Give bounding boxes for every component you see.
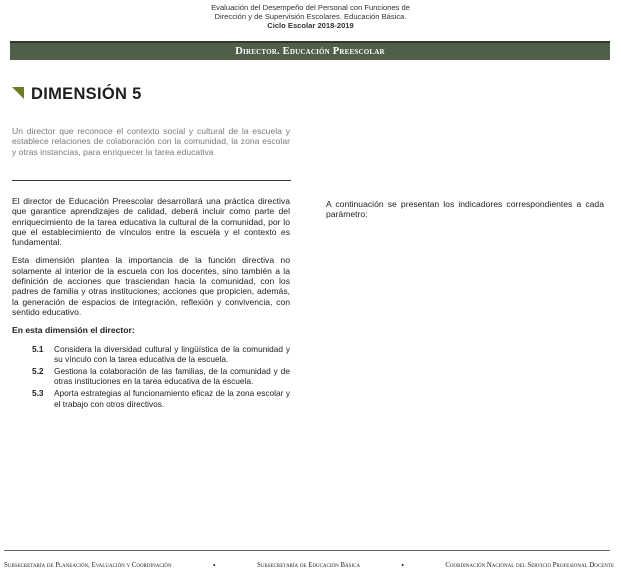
footer-separator: •	[212, 561, 216, 570]
parameter-list	[12, 344, 290, 409]
item-text: Considera la diversidad cultural y lingüística de la comunidad y su vínculo con la tarea educativa de la escuela.	[54, 343, 290, 364]
document-footer	[4, 561, 614, 570]
banner-title: Director. Educación Preescolar	[235, 46, 385, 57]
document-header	[0, 3, 621, 30]
section-banner	[10, 41, 610, 60]
item-number: 5.2	[32, 365, 44, 376]
header-line-1: Evaluación del Desempeño del Personal con Funciones de	[211, 3, 410, 12]
item-text: Gestiona la colaboración de las familias, de la comunidad y de otras instituciones en la tarea educativa de la escuela.	[54, 365, 290, 387]
header-line-2: Dirección y de Supervisión Escolares. Educación Básica.	[214, 12, 407, 21]
footer-item-educacion-basica: Subsecretaría de Educación Básica	[257, 562, 361, 569]
body-paragraph-1: El director de Educación Preescolar desarrollará una práctica directiva que garantice aprendizajes de calidad, deberá incluir como parte del enriquecimiento de la tarea educativa la cultural de la comunidad, por lo que el establecimiento de vínculos entre la escuela y el contexto es fundamental.	[12, 196, 290, 248]
item-text: Aporta estrategias al funcionamiento eficaz de la zona escolar y el trabajo con otros directivos.	[54, 388, 290, 409]
footer-item-coordinacion: Coordinación Nacional del Servicio Profesional Docente	[445, 562, 614, 569]
right-column-intro: A continuación se presentan los indicadores correspondientes a cada parámetro:	[326, 199, 604, 220]
left-column	[12, 196, 290, 411]
dimension-summary: Un director que reconoce el contexto social y cultural de la escuela y establece relaciones de colaboración con la comunidad, la zona escolar y otras instancias, para enriquecer la tarea educativa	[12, 126, 290, 157]
summary-divider	[12, 180, 291, 181]
dimension-title: DIMENSIÓN 5	[31, 84, 142, 103]
item-number: 5.3	[32, 388, 44, 399]
body-paragraph-2: Esta dimensión plantea la importancia de la función directiva no solamente al interior de la escuela con los docentes, sino también a la definición de acciones que trasciendan hacia la comunidad, con los padres de familia y otras instituciones; acciones que propicien, además, la generación de espacios de integración, reflexión y convivencia, con sentido educativo.	[12, 255, 290, 317]
footer-separator: •	[401, 561, 405, 570]
footer-divider	[4, 550, 610, 551]
header-line-3: Ciclo Escolar 2018-2019	[267, 21, 354, 30]
list-item	[12, 344, 290, 364]
list-item	[12, 366, 290, 386]
item-number: 5.1	[32, 343, 44, 354]
footer-item-planeacion: Subsecretaría de Planeación, Evaluación y Coordinación	[4, 562, 172, 569]
list-subheading: En esta dimensión el director:	[12, 325, 135, 336]
triangle-marker-icon	[12, 87, 24, 99]
list-item	[12, 388, 290, 408]
dimension-heading	[12, 84, 142, 104]
